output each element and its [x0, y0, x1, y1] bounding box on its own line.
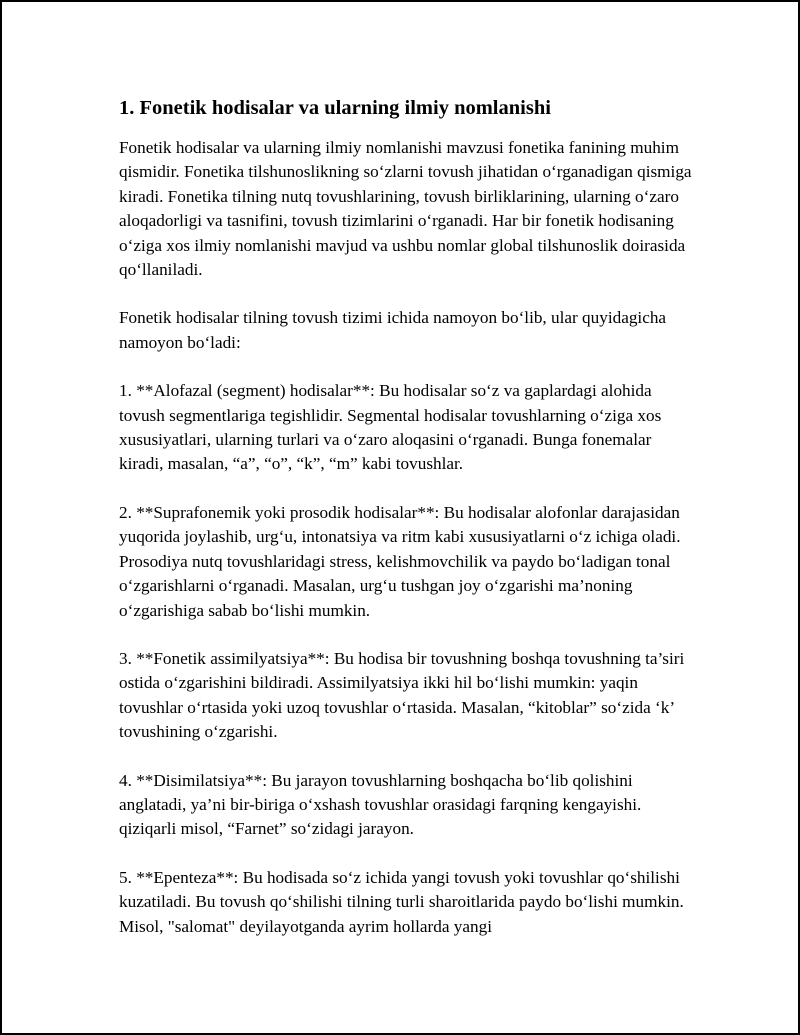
paragraph-intro: Fonetik hodisalar va ularning ilmiy nomlanishi mavzusi fonetika fanining muhim qismidir. Fonetika tilshunoslikning so‘zlarni tovush jihatidan o‘rganadigan qismiga kiradi. Fonetika tilning nutq tovushlarining, tovush birliklarining, ularning o‘zaro aloqadorligi va tasnifini, tovush tizimlarini o‘rganadi. Har bir fonetik hodisaning o‘ziga xos ilmiy nomlanishi mavjud va ushbu nomlar global tilshunoslik doirasida qo‘llaniladi. — [119, 138, 692, 280]
list-item-disimilatsiya: 4. **Disimilatsiya**: Bu jarayon tovushlarning boshqacha bo‘lib qolishini anglatadi, ya’ni bir-biriga o‘xshash tovushlar orasidagi farqning kengayishi. qiziqarli misol, “Farnet” so‘zidagi jarayon. — [119, 770, 642, 839]
list-item-alofazal: 1. **Alofazal (segment) hodisalar**: Bu hodisalar so‘z va gaplardagi alohida tovush segmentlariga tegishlidir. Segmental hodisalar tovushlarning o‘ziga xos xususiyatlari, ularning turlari va o‘zaro aloqasini o‘rganadi. Bunga fonemalar kiradi, masalan, “a”, “o”, “k”, “m” kabi tovushlar. — [119, 381, 662, 474]
section-heading: 1. Fonetik hodisalar va ularning ilmiy nomlanishi — [119, 97, 551, 119]
list-item-assimilyatsiya: 3. **Fonetik assimilyatsiya**: Bu hodisa bir tovushning boshqa tovushning ta’siri ostida o‘zgarishini bildiradi. Assimilyatsiya ikki hil bo‘lishi mumkin: yaqin tovushlar o‘rtasida yoki uzoq tovushlar o‘rtasida. Masalan, “kitoblar” so‘zida ‘k’ tovushining o‘zgarishi. — [119, 648, 685, 742]
list-item-suprafonemik: 2. **Suprafonemik yoki prosodik hodisalar**: Bu hodisalar alofonlar darajasidan yuqorida joylashib, urg‘u, intonatsiya va ritm kabi xususiyatlarni o‘z ichiga oladi. Prosodiya nutq tovushlaridagi stress, kelishmovchilik va paydo bo‘ladigan tonal o‘zgarishlarni o‘rganadi. Masalan, urg‘u tushgan joy o‘zgarishi ma’noning o‘zgarishiga sabab bo‘lishi mumkin. — [119, 502, 681, 620]
paragraph-overview: Fonetik hodisalar tilning tovush tizimi ichida namoyon bo‘lib, ular quyidagicha namoyon bo‘ladi: — [119, 308, 667, 352]
list-item-epenteza: 5. **Epenteza**: Bu hodisada so‘z ichida yangi tovush yoki tovushlar qo‘shilishi kuzatiladi. Bu tovush qo‘shilishi tilning turli sharoitlarida paydo bo‘lishi mumkin. Misol, "salomat" deyilayotganda ayrim hollarda yangi — [119, 867, 684, 936]
document-body — [119, 94, 699, 963]
